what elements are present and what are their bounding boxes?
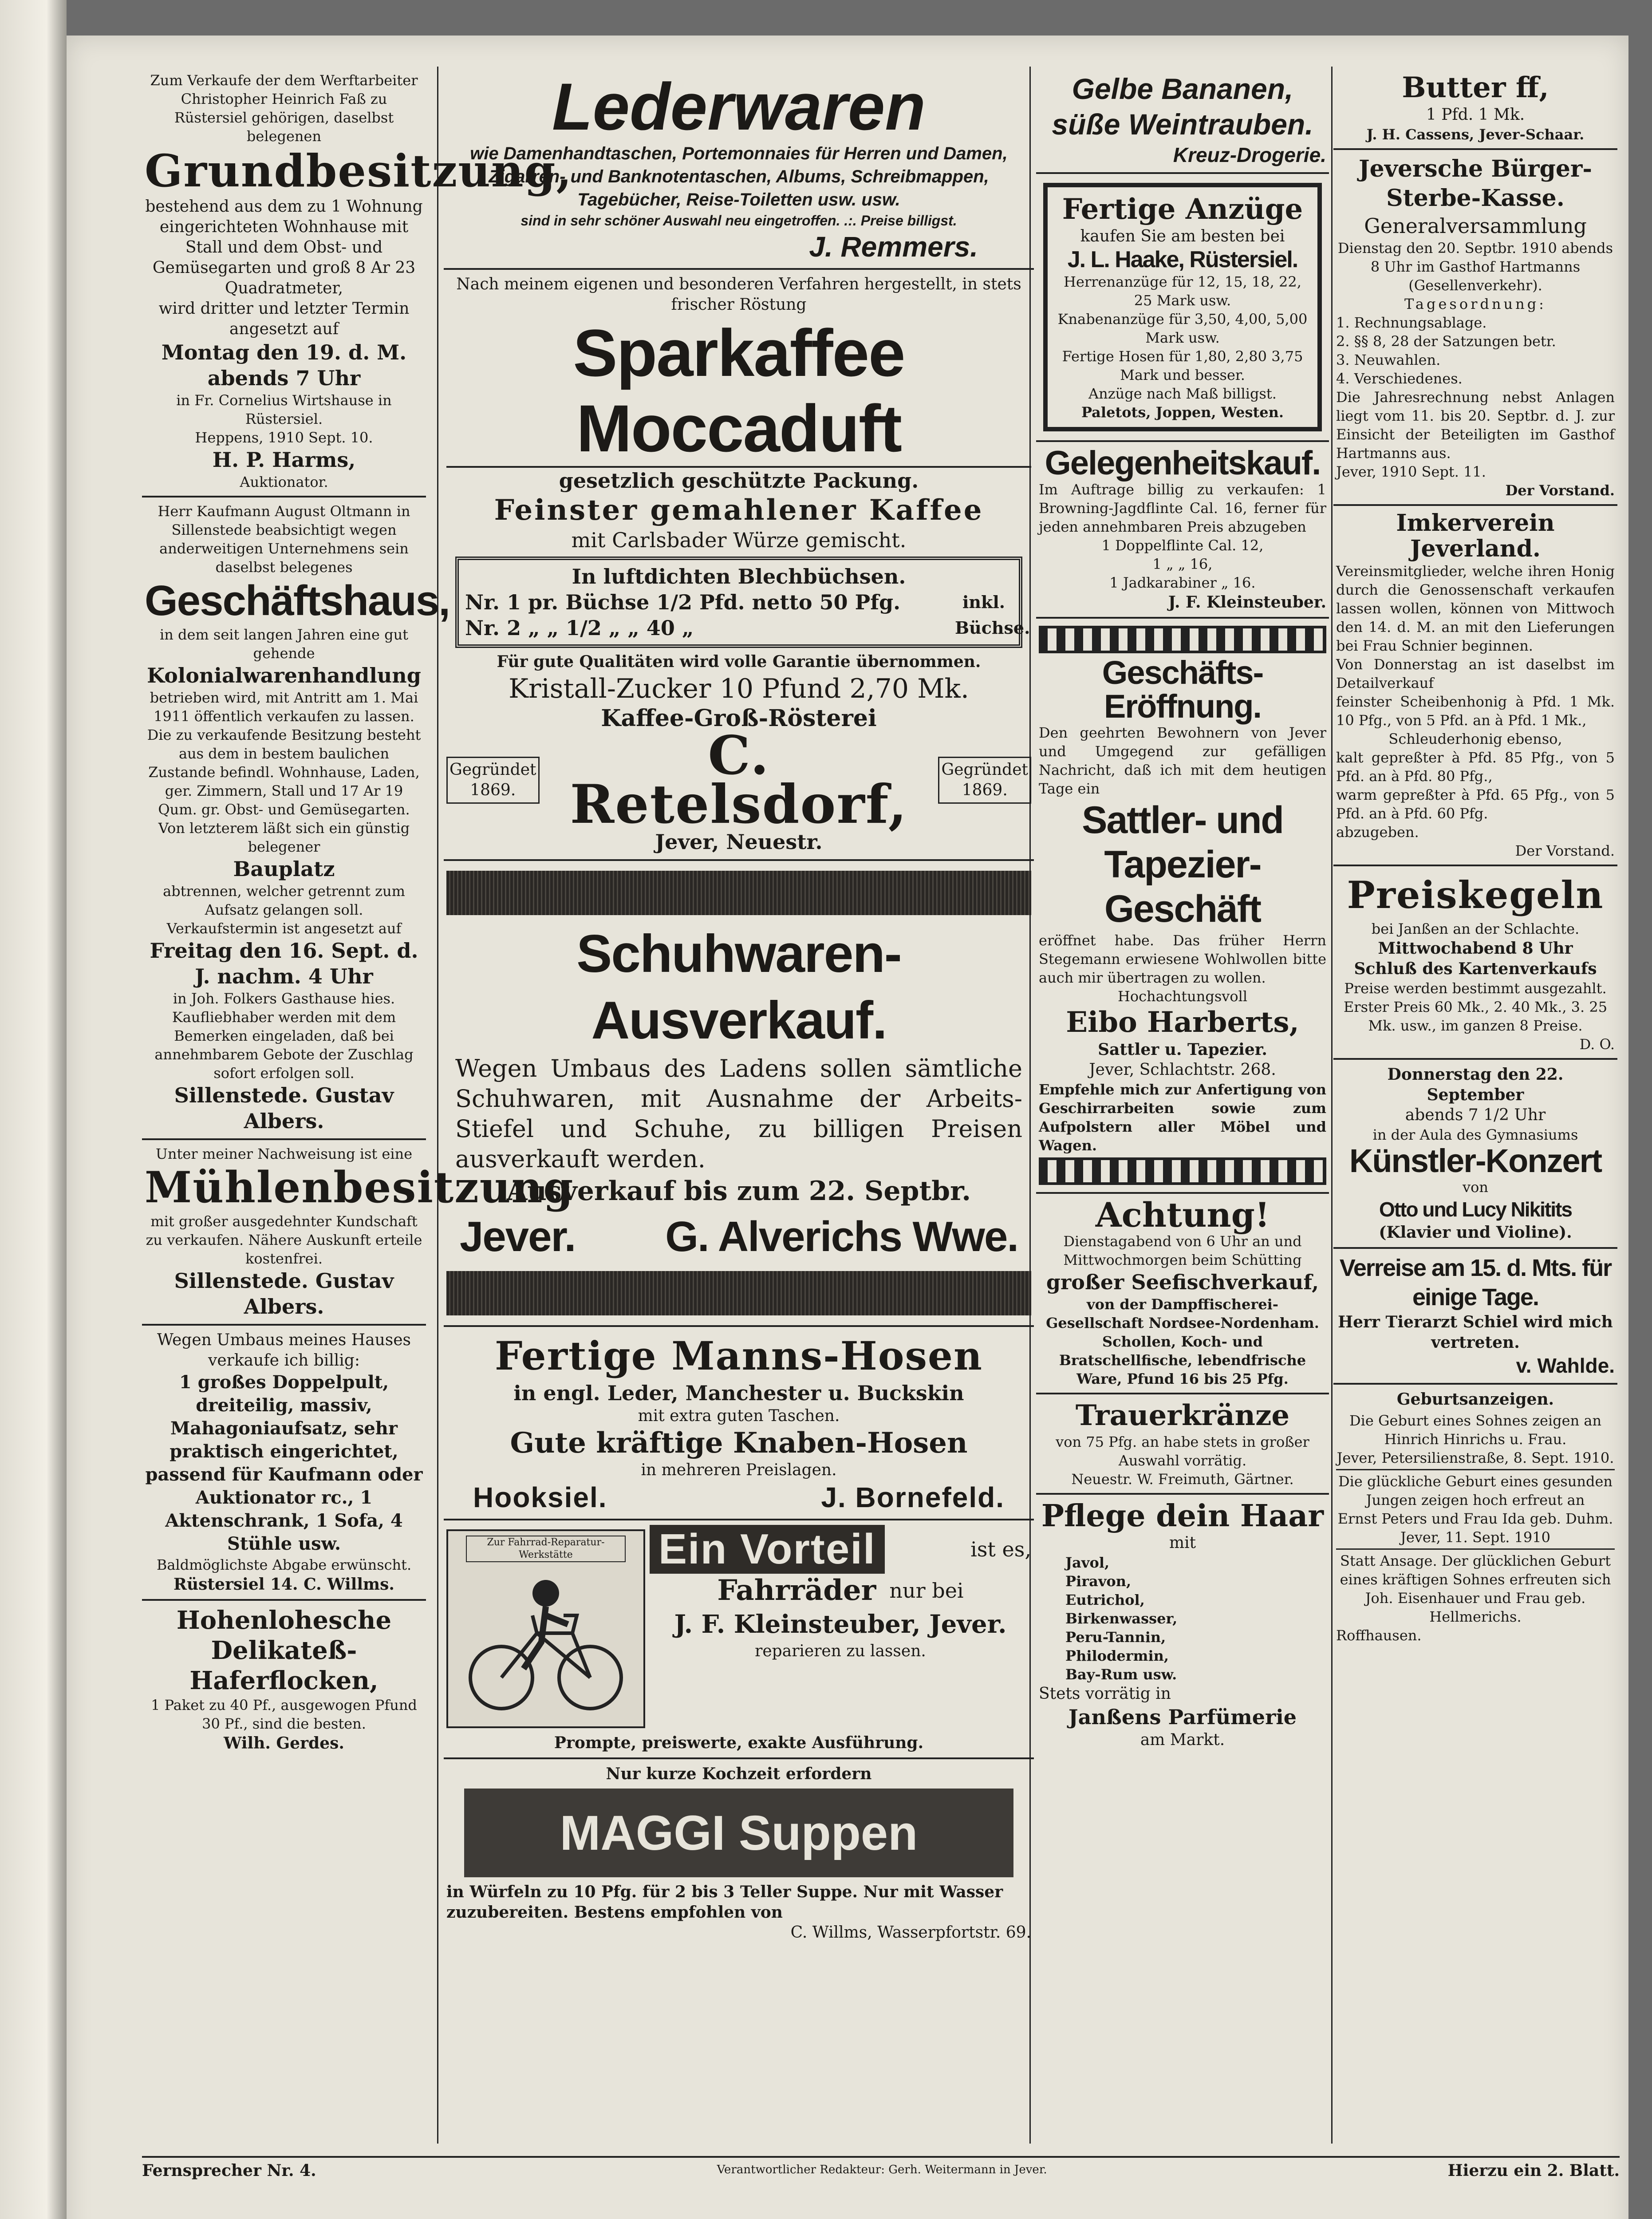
ad-subtitle: Kaffee-Groß-Rösterei xyxy=(601,705,877,732)
ad-preiskegeln xyxy=(1333,866,1617,1060)
ad-item: 1 „ „ 16, xyxy=(1152,556,1213,573)
column-rule xyxy=(1331,67,1333,2144)
ad-signature: J. H. Cassens, Jever-Schaar. xyxy=(1366,126,1585,143)
product-item: Piravon, xyxy=(1065,1573,1132,1590)
ad-body: Fertige Hosen für 1,80, 2,80 3,75 Mark und besser. xyxy=(1062,348,1303,383)
agenda-item: 2. §§ 8, 28 der Satzungen betr. xyxy=(1336,333,1556,350)
ad-signature: J. F. Kleinsteuber, Jever. xyxy=(674,1610,1007,1639)
ad-body: Prompte, preiswerte, exakte Ausführung. xyxy=(554,1733,924,1752)
product-list xyxy=(1039,1553,1326,1684)
product-item: Eutrichol, xyxy=(1065,1591,1145,1608)
ad-title: C. Retelsdorf, xyxy=(570,724,908,836)
ad-body: Schleuderhonig ebenso, xyxy=(1388,730,1562,747)
ad-subtitle: mit Carlsbader Würze gemischt. xyxy=(571,528,907,552)
ad-title: Preiskegeln xyxy=(1347,873,1604,917)
founded-left: Gegründet 1869. xyxy=(446,757,540,804)
ad-title: Lederwaren xyxy=(552,69,926,144)
ad-signature: C. Willms, Wasserpfortstr. 69. xyxy=(790,1923,1031,1942)
ad-body: warm gepreßter à Pfd. 65 Pfg., von 5 Pfd. an à Pfd. 60 Pfg. xyxy=(1336,786,1615,822)
founded-right: Gegründet 1869. xyxy=(938,757,1031,804)
ad-body: feinster Scheibenhonig à Pfd. 1 Mk. 10 Pfg., von 5 Pfd. an à Pfd. 1 Mk., xyxy=(1336,693,1615,729)
ad-item: 1 Jadkarabiner „ 16. xyxy=(1109,574,1256,591)
tin-price-box xyxy=(455,557,1030,648)
ad-bananen xyxy=(1036,67,1329,174)
ad-body: Erster Preis 60 Mk., 2. 40 Mk., 3. 25 Mk. usw., im ganzen 8 Preise. xyxy=(1343,999,1608,1034)
ad-signature: J. L. Haake, Rüstersiel. xyxy=(1067,247,1298,272)
ad-body: in dem seit langen Jahren eine gut gehende xyxy=(159,626,409,662)
ad-title: Jeversche Bürger-Sterbe-Kasse. xyxy=(1359,155,1592,212)
ad-item: 1 Doppelflinte Cal. 12, xyxy=(1101,537,1264,554)
ad-subtitle: Gute kräftige Knaben-Hosen xyxy=(510,1426,968,1460)
ad-body: Baldmöglichste Abgabe erwünscht. xyxy=(156,1556,412,1573)
ad-title: Verreise am 15. d. Mts. für einige Tage. xyxy=(1339,1255,1612,1311)
ad-intro: Zum Verkaufe der dem Werftarbeiter Christopher Heinrich Faß zu Rüstersiel gehörigen, daselbst belegenen xyxy=(150,72,418,145)
ad-subtitle: Bauplatz xyxy=(233,857,335,881)
ad-intro: Nach meinem eigenen und besonderen Verfahren hergestellt, in stets frischer Röstung xyxy=(456,275,1021,314)
ad-body: Herrenanzüge für 12, 15, 18, 22, 25 Mark usw. xyxy=(1064,273,1301,309)
decorative-bar xyxy=(446,871,1031,915)
ad-kuenstler-konzert xyxy=(1333,1060,1617,1249)
agenda-list xyxy=(1336,313,1615,388)
ad-body: 1 Paket zu 40 Pf., ausgewogen Pfund 30 Pf., sind die besten. xyxy=(151,1697,417,1732)
ad-signature: H. P. Harms, xyxy=(212,448,356,472)
footer-phone: Fernsprecher Nr. 4. xyxy=(142,2161,316,2180)
ad-subtitle: Feinster gemahlener Kaffee xyxy=(494,494,984,527)
birth-notice: Statt Ansage. Der glücklichen Geburt eines kräftigen Sohnes erfreuten sich xyxy=(1340,1552,1611,1588)
ad-subtitle: Fahrräder xyxy=(717,1574,876,1607)
ad-body: wird dritter und letzter Termin angesetzt auf xyxy=(158,300,410,338)
ad-body: in der Aula des Gymnasiums xyxy=(1372,1126,1578,1143)
ad-title: Imkerverein Jeverland. xyxy=(1396,509,1555,562)
ad-body: in mehreren Preislagen. xyxy=(641,1461,837,1479)
ad-haferflocken xyxy=(142,1601,426,1758)
ad-lederwaren xyxy=(444,67,1034,270)
ad-body: von der Dampffischerei-Gesellschaft Nordsee-Nordenham. Schollen, Koch- und Bratschellfische, lebendfrische Ware, Pfund 16 bis 25 Pfg. xyxy=(1046,1296,1319,1387)
ad-subtitle: in engl. Leder, Manchester u. Buckskin xyxy=(513,1381,964,1405)
ad-body: mit großer ausgedehnter Kundschaft zu verkaufen. Nähere Auskunft erteile kostenfrei. xyxy=(146,1213,422,1267)
product-item: Bay-Rum usw. xyxy=(1065,1666,1177,1683)
ad-body: sind in sehr schöner Auswahl neu eingetroffen. .:. Preise billigst. xyxy=(520,213,957,229)
ad-signature: J. Bornefeld. xyxy=(821,1481,1005,1513)
bicycle-illustration xyxy=(446,1529,645,1728)
column-3 xyxy=(1036,67,1329,1755)
ad-signature: J. F. Kleinsteuber. xyxy=(1168,593,1326,612)
ad-date: Donnerstag den 22. September xyxy=(1387,1065,1564,1104)
ad-body: 1 Pfd. 1 Mk. xyxy=(1426,106,1525,124)
bicycle-icon xyxy=(457,1567,635,1718)
ad-intro: Wegen Umbaus meines Hauses verkaufe ich billig: xyxy=(157,1331,411,1370)
ad-body: Preise werden bestimmt ausgezahlt. xyxy=(1344,980,1607,997)
ad-body: in Würfeln zu 10 Pfg. für 2 bis 3 Teller Suppe. Nur mit Wasser zuzubereiten. Bestens empfohlen von xyxy=(446,1883,1003,1922)
birth-notice-place: Jever, Petersilienstraße, 8. Sept. 1910. xyxy=(1337,1449,1614,1466)
ad-signature: Wilh. Gerdes. xyxy=(224,1734,344,1753)
ad-body: Paletots, Joppen, Westen. xyxy=(1081,404,1284,421)
ad-signature: G. Alverichs Wwe. xyxy=(665,1213,1018,1260)
tin-title: In luftdichten Blechbüchsen. xyxy=(572,565,906,588)
ad-title: Hohenlohesche Delikateß-Haferflocken, xyxy=(176,1606,392,1695)
ad-sparkaffee xyxy=(444,270,1034,861)
ad-title: Sparkaffee Moccaduft xyxy=(446,315,1031,468)
ad-fertige-anzuege xyxy=(1036,174,1329,442)
ad-title: Grundbesitzung, xyxy=(145,145,573,197)
ad-signature: Der Vorstand. xyxy=(1515,842,1615,859)
ad-subtitle: Ausverkauf bis zum 22. Septbr. xyxy=(506,1176,971,1207)
ad-body: Verkaufstermin ist angesetzt auf xyxy=(166,920,402,937)
ad-intro: Herr Kaufmann August Oltmann in Sillenstede beabsichtigt wegen anderweitigen Unternehmens sein daselbst belegenes xyxy=(158,503,410,576)
ad-title: Gelbe Bananen, süße Weintrauben. xyxy=(1052,72,1313,141)
ad-signature: D. O. xyxy=(1579,1036,1615,1053)
ad-body: nur bei xyxy=(889,1579,964,1603)
ad-grundbesitzung xyxy=(142,67,573,497)
column-2 xyxy=(444,67,1034,1947)
ad-title: Ein Vorteil xyxy=(650,1525,885,1574)
ad-verreise xyxy=(1333,1249,1617,1385)
footer-note: Hierzu ein 2. Blatt. xyxy=(1447,2161,1620,2180)
ad-signature: Eibo Harberts, xyxy=(1066,1006,1299,1039)
ad-body: wie Damenhandtaschen, Portemonnaies für Herren und Damen, Zigarren- und Banknotentaschen, Albums, Schreibmappen, Tagebücher, Reise-Toiletten usw. usw. xyxy=(470,144,1008,209)
ad-town: Jever. xyxy=(460,1213,576,1260)
ad-body: von xyxy=(1463,1179,1488,1196)
birth-notice-name: Ernst Peters und Frau Ida geb. Duhm. xyxy=(1337,1510,1613,1527)
product-item: Peru-Tannin, xyxy=(1065,1629,1166,1646)
ad-title: Fertige Manns-Hosen xyxy=(494,1333,983,1379)
ad-body: Für gute Qualitäten wird volle Garantie übernommen. xyxy=(497,652,981,671)
ad-body: ist es, xyxy=(970,1537,1031,1561)
ad-title: Mühlenbesitzung xyxy=(145,1162,574,1212)
ad-geschaefts-eroeffnung xyxy=(1036,619,1329,1194)
ad-signature: Kreuz-Drogerie. xyxy=(1173,143,1326,166)
ad-title: Schuhwaren-Ausverkauf. xyxy=(576,924,901,1050)
birth-notice: Die Geburt eines Sohnes zeigen an xyxy=(1349,1412,1602,1429)
column-4 xyxy=(1333,67,1617,1651)
ad-schuhwaren xyxy=(444,861,1034,1327)
tin-row: Nr. 1 pr. Büchse 1/2 Pfd. netto 50 Pfg. xyxy=(465,590,901,614)
ad-body: Dienstagabend von 6 Uhr an und Mittwochmorgen beim Schütting xyxy=(1063,1233,1302,1268)
ad-body: mit extra guten Taschen. xyxy=(638,1407,840,1425)
footer-editor: Verantwortlicher Redakteur: Gerh. Weitermann in Jever. xyxy=(717,2163,1047,2176)
ad-title: Gelegenheitskauf. xyxy=(1045,444,1321,482)
ad-signature: am Markt. xyxy=(1140,1731,1225,1749)
agenda-title: Tagesordnung: xyxy=(1404,296,1546,312)
ad-title: Geburtsanzeigen. xyxy=(1396,1390,1554,1409)
ad-dateline: Heppens, 1910 Sept. 10. xyxy=(195,429,373,446)
ad-geburtsanzeigen xyxy=(1333,1385,1617,1651)
ad-body: reparieren zu lassen. xyxy=(755,1642,926,1660)
ad-body: Anzüge nach Maß billigst. xyxy=(1088,385,1277,402)
agenda-item: 1. Rechnungsablage. xyxy=(1336,314,1487,331)
ad-title: Trauerkränze xyxy=(1075,1399,1290,1432)
ad-body: kalt gepreßter à Pfd. 85 Pfg., von 5 Pfd. an à Pfd. 80 Pfg., xyxy=(1336,749,1615,785)
ad-body: Im Auftrage billig zu verkaufen: 1 Browning-Jagdflinte Cal. 16, ferner für jeden annehmbaren Preis abzugeben xyxy=(1039,481,1326,535)
ad-signature: Janßens Parfümerie xyxy=(1068,1705,1297,1729)
birth-notice-place: Jever, 11. Sept. 1910 xyxy=(1400,1529,1550,1546)
ad-body: in Joh. Folkers Gasthause hies. Kaufliebhaber werden mit dem Bemerken eingeladen, daß bei annehmbarem Gebote der Zuschlag sofort erfolgen soll. xyxy=(154,990,414,1082)
product-item: Javol, xyxy=(1065,1554,1110,1571)
ad-body: kaufen Sie am besten bei xyxy=(1080,227,1285,245)
ad-body: bestehend aus dem zu 1 Wohnung eingerichteten Wohnhause mit Stall und dem Obst- und Gemüsegarten und groß 8 Ar 23 Quadratmeter, xyxy=(145,197,423,297)
decorative-ornament xyxy=(1039,626,1326,653)
ad-title: Butter ff, xyxy=(1402,71,1549,104)
ad-title: Künstler-Konzert xyxy=(1349,1142,1602,1179)
birth-notice: Die glückliche Geburt eines gesunden Jungen zeigen hoch erfreut an xyxy=(1338,1473,1613,1508)
ad-subtitle: Kolonialwarenhandlung xyxy=(147,663,421,687)
ad-fahrraeder xyxy=(444,1520,1034,1759)
ad-body: Dienstag den 20. Septbr. 1910 abends 8 Uhr im Gasthof Hartmanns (Gesellenverkehr). xyxy=(1337,240,1613,294)
ad-body: von 75 Pfg. an habe stets in großer Auswahl vorrätig. xyxy=(1056,1433,1309,1469)
ad-trauerkraenze xyxy=(1036,1394,1329,1495)
ad-signature: Rüstersiel 14. C. Willms. xyxy=(173,1575,394,1594)
birth-notice-name: Hinrich Hinrichs u. Frau. xyxy=(1384,1431,1567,1448)
ad-manns-hosen xyxy=(444,1327,1034,1520)
ad-umbau-moebel xyxy=(142,1326,426,1601)
ad-title: Achtung! xyxy=(1095,1195,1270,1235)
ad-subtitle: Generalversammlung xyxy=(1364,214,1587,238)
ad-body: 1 großes Doppelpult, dreiteilig, massiv, Mahagoniaufsatz, sehr praktisch eingerichtet, passend für Kaufmann oder Auktionator rc., 1 Aktenschrank, 1 Sofa, 4 Stühle usw. xyxy=(145,1372,423,1554)
ad-imkerverein xyxy=(1333,506,1617,866)
ad-body: abtrennen, welcher getrennt zum Aufsatz gelangen soll. xyxy=(163,883,405,918)
workshop-sign: Zur Fahrrad-Reparatur-Werkstätte xyxy=(466,1536,626,1562)
ad-subtitle: Schluß des Kartenverkaufs xyxy=(1354,959,1597,978)
ad-dateline: Jever, 1910 Sept. 11. xyxy=(1336,463,1486,480)
ad-body: Empfehle mich zur Anfertigung von Geschirrarbeiten sowie zum Aufpolstern aller Möbel und Wagen. xyxy=(1039,1081,1326,1154)
birth-notice-name: Joh. Eisenhauer und Frau geb. Hellmerichs. xyxy=(1365,1590,1586,1625)
ad-signature: v. Wahlde. xyxy=(1516,1354,1615,1377)
ad-signature: Sattler u. Tapezier. xyxy=(1098,1040,1267,1059)
ad-town: Hooksiel. xyxy=(473,1481,607,1513)
ad-signature: Sillenstede. Gustav Albers. xyxy=(174,1083,394,1133)
ad-body: Herr Tierarzt Schiel wird mich vertreten. xyxy=(1338,1313,1613,1352)
ad-subtitle: (Klavier und Violine). xyxy=(1379,1223,1572,1242)
tin-side-label: inkl. Büchse. xyxy=(955,592,1030,638)
ad-intro: Nur kurze Kochzeit erfordern xyxy=(606,1765,872,1783)
column-rule xyxy=(437,67,438,2144)
ad-body: Die zu verkaufende Besitzung besteht aus dem in bestem baulichen Zustande befindl. Wohnhause, Laden, ger. Zimmern, Stall und 17 Ar 19 Qum. gr. Obst- und Gemüsegarten. Von letzterem läßt sich ein günstig belegener xyxy=(147,727,421,855)
ad-subtitle: gesetzlich geschützte Packung. xyxy=(559,469,919,493)
ad-date: abends 7 1/2 Uhr xyxy=(1405,1106,1546,1124)
ad-signature: J. Remmers. xyxy=(809,231,978,263)
ad-subtitle: Sattler- und Tapezier-Geschäft xyxy=(1082,799,1283,930)
ad-body: Wegen Umbaus des Ladens sollen sämtliche Schuhwaren, mit Ausnahme der Arbeits-Stiefel und Schuhe, zu billigen Preisen ausverkauft werden. xyxy=(455,1054,1022,1173)
ad-title: Geschäfts-Eröffnung. xyxy=(1102,654,1263,725)
ad-title: Fertige Anzüge xyxy=(1062,193,1303,226)
ad-achtung xyxy=(1036,1194,1329,1394)
product-item: Philodermin, xyxy=(1065,1647,1169,1664)
ad-body: Knabenanzüge für 3,50, 4,00, 5,00 Mark usw. xyxy=(1057,311,1308,346)
ad-intro: Unter meiner Nachweisung ist eine xyxy=(155,1145,413,1162)
ad-body: Den geehrten Bewohnern von Jever und Umgegend zur gefälligen Nachricht, daß ich mit dem heutigen Tage ein xyxy=(1039,724,1326,797)
agenda-item: 4. Verschiedenes. xyxy=(1336,370,1463,387)
ad-body: eröffnet habe. Das früher Herrn Stegemann erwiesene Wohlwollen bitte auch mir übertragen zu wollen. xyxy=(1039,932,1326,986)
ad-place: Jever, Neuestr. xyxy=(655,830,823,854)
ad-sterbekasse xyxy=(1333,150,1617,506)
ad-subtitle: Mittwochabend 8 Uhr xyxy=(1378,939,1573,958)
ad-signature: Neuestr. W. Freimuth, Gärtner. xyxy=(1071,1471,1294,1488)
maggi-logo xyxy=(464,1789,1013,1877)
ad-subtitle: Otto und Lucy Nikitits xyxy=(1379,1198,1572,1221)
decorative-bar xyxy=(446,1271,1031,1315)
product-item: Birkenwasser, xyxy=(1065,1610,1178,1627)
ad-signature: Auktionator. xyxy=(240,474,328,490)
ad-gelegenheitskauf xyxy=(1036,442,1329,619)
ad-title: Geschäftshaus, xyxy=(145,577,449,624)
ad-pflege-haar xyxy=(1036,1495,1329,1755)
birth-notice-place: Roffhausen. xyxy=(1336,1627,1422,1644)
ad-title: Pflege dein Haar xyxy=(1041,1498,1324,1534)
ad-body: mit xyxy=(1169,1534,1196,1552)
ad-body: Hochachtungsvoll xyxy=(1117,988,1248,1005)
ad-signature: Der Vorstand. xyxy=(1505,482,1615,499)
ad-address: Jever, Schlachtstr. 268. xyxy=(1089,1061,1276,1079)
ad-butter xyxy=(1333,67,1617,150)
agenda-item: 3. Neuwahlen. xyxy=(1336,351,1441,368)
tin-row: Nr. 2 „ „ 1/2 „ „ 40 „ xyxy=(465,616,694,640)
ad-body: abzugeben. xyxy=(1336,824,1419,841)
ad-body: Die Jahresrechnung nebst Anlagen liegt vom 11. bis 20. Septbr. d. J. zur Einsicht der Beteiligten im Gasthof Hartmanns aus. xyxy=(1336,389,1615,462)
ad-date: Freitag den 16. Sept. d. J. nachm. 4 Uhr xyxy=(150,939,418,988)
ad-date: Montag den 19. d. M. abends 7 Uhr xyxy=(161,340,407,390)
ad-body: Vereinsmitglieder, welche ihren Honig durch die Genossenschaft verkaufen lassen wollen, können von Mittwoch den 14. d. M. an mit den Lieferungen bei Frau Schnier beginnen. xyxy=(1336,563,1615,654)
maggi-title: MAGGI Suppen xyxy=(560,1805,918,1860)
ad-body: betrieben wird, mit Antritt am 1. Mai 1911 öffentlich verkaufen zu lassen. xyxy=(150,689,418,725)
ad-body: Von Donnerstag an ist daselbst im Detailverkauf xyxy=(1336,656,1615,691)
ad-subtitle: großer Seefischverkauf, xyxy=(1046,1270,1319,1294)
page-edge xyxy=(0,0,67,2219)
ad-subtitle: Kristall-Zucker 10 Pfund 2,70 Mk. xyxy=(509,673,969,704)
ad-signature: Sillenstede. Gustav Albers. xyxy=(174,1269,394,1319)
ad-geschaeftshaus xyxy=(142,497,449,1140)
ad-body: Stets vorrätig in xyxy=(1039,1685,1171,1703)
ad-body: bei Janßen an der Schlachte. xyxy=(1371,920,1580,937)
decorative-ornament xyxy=(1039,1157,1326,1185)
ad-maggi xyxy=(444,1759,1034,1947)
ad-body: in Fr. Cornelius Wirtshause in Rüstersiel. xyxy=(176,392,392,427)
page-footer xyxy=(142,2156,1620,2181)
